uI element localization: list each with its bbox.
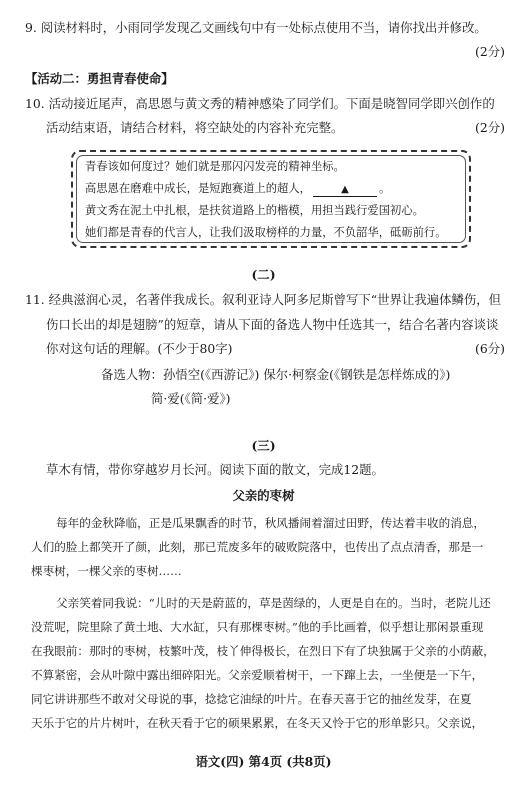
essay-title: 父亲的枣树	[232, 488, 295, 503]
essay-line: 人们的脸上都笑开了颜，此刻，那已荒废多年的破败院落中，也传出了点点清香，那是一	[31, 540, 484, 554]
essay-line: 没荒呢，院里除了黄土地、大水缸，只有那棵枣树。”他的手比画着，似乎想让那闲景重现	[31, 620, 484, 634]
q11-score: (6分)	[475, 341, 505, 356]
fill-in-blank[interactable]	[313, 182, 377, 197]
q10-score: (2分)	[475, 120, 505, 135]
section3-intro: 草木有情，带你穿越岁月长河。阅读下面的散文，完成12题。	[46, 462, 384, 477]
essay-line: 在我眼前：那时的枣树，枝繁叶茂，枝丫伸得极长，在烈日下有了块独属于父亲的小荫蔽，	[31, 644, 495, 658]
section3-heading: (三)	[251, 438, 276, 453]
essay-line: 同它讲讲那些不敢对父母说的事，捻捻它油绿的叶片。在春天喜于它的抽丝发芽，在夏	[31, 692, 472, 706]
q10-line1: 10. 活动接近尾声，高思恩与黄文秀的精神感染了同学们。下面是晓智同学即兴创作的	[25, 96, 495, 111]
essay-line: 每年的金秋降临，正是瓜果飘香的时节，秋风播闹着溜过田野，传达着丰收的消息，	[56, 516, 485, 530]
q11-line3: 你对这句话的理解。(不少于80字)	[46, 341, 233, 356]
closing-line2-after: 。	[378, 182, 391, 195]
activity2-heading: 【活动二：勇担青春使命】	[25, 71, 174, 86]
essay-line: 不算紧密，会从叶隙中露出细碎阳光。父亲爱顺着树干，一下蹿上去，一坐便是一下午，	[31, 668, 484, 682]
q11-line2: 伤口长出的却是翅膀”的短章，请从下面的备选人物中任选其一，结合名著内容谈谈	[46, 317, 499, 332]
q10-line2: 活动结束语，请结合材料，将空缺处的内容补充完整。	[46, 120, 344, 135]
q11-line1: 11. 经典滋润心灵，名著伴我成长。叙利亚诗人阿多尼斯曾写下“世界让我遍体鳞伤，但	[25, 292, 502, 307]
q9-score: (2分)	[475, 44, 505, 59]
closing-line3: 黄文秀在泥土中扎根，是扶贫道路上的楷模，用担当践行爱国初心。	[85, 204, 424, 217]
q11-options-line2: 简·爱(《简·爱》)	[151, 391, 231, 406]
closing-line2	[85, 181, 390, 197]
q11-options-line1: 备选人物：孙悟空(《西游记》) 保尔·柯察金(《钢铁是怎样炼成的》)	[101, 367, 451, 382]
closing-line1: 青春该如何度过？她们就是那闪闪发亮的精神坐标。	[85, 160, 345, 173]
essay-line: 父亲笑着同我说：“儿时的天是蔚蓝的，草是茵绿的，人更是自在的。当时，老院儿还	[56, 596, 491, 610]
closing-line2-before: 高思恩在磨难中成长，是短跑赛道上的超人，	[85, 182, 311, 195]
essay-line: 棵枣树，一棵父亲的枣树……	[31, 564, 182, 578]
closing-line4: 她们都是青春的代言人，让我们汲取榜样的力量，不负韶华，砥砺前行。	[85, 226, 447, 239]
page-footer: 语文(四) 第4页 (共8页)	[195, 754, 332, 769]
section2-heading: (二)	[251, 267, 276, 282]
essay-line: 天乐于它的片片树叶，在秋天看于它的硕果累累，在冬天又怜于它的形单影只。父亲说，	[31, 716, 484, 730]
blank-marker-triangle-icon: ▲	[341, 184, 349, 195]
q9-text: 9. 阅读材料时，小雨同学发现乙文画线句中有一处标点使用不当，请你找出并修改。	[25, 20, 487, 35]
closing-remarks-box	[71, 150, 471, 248]
